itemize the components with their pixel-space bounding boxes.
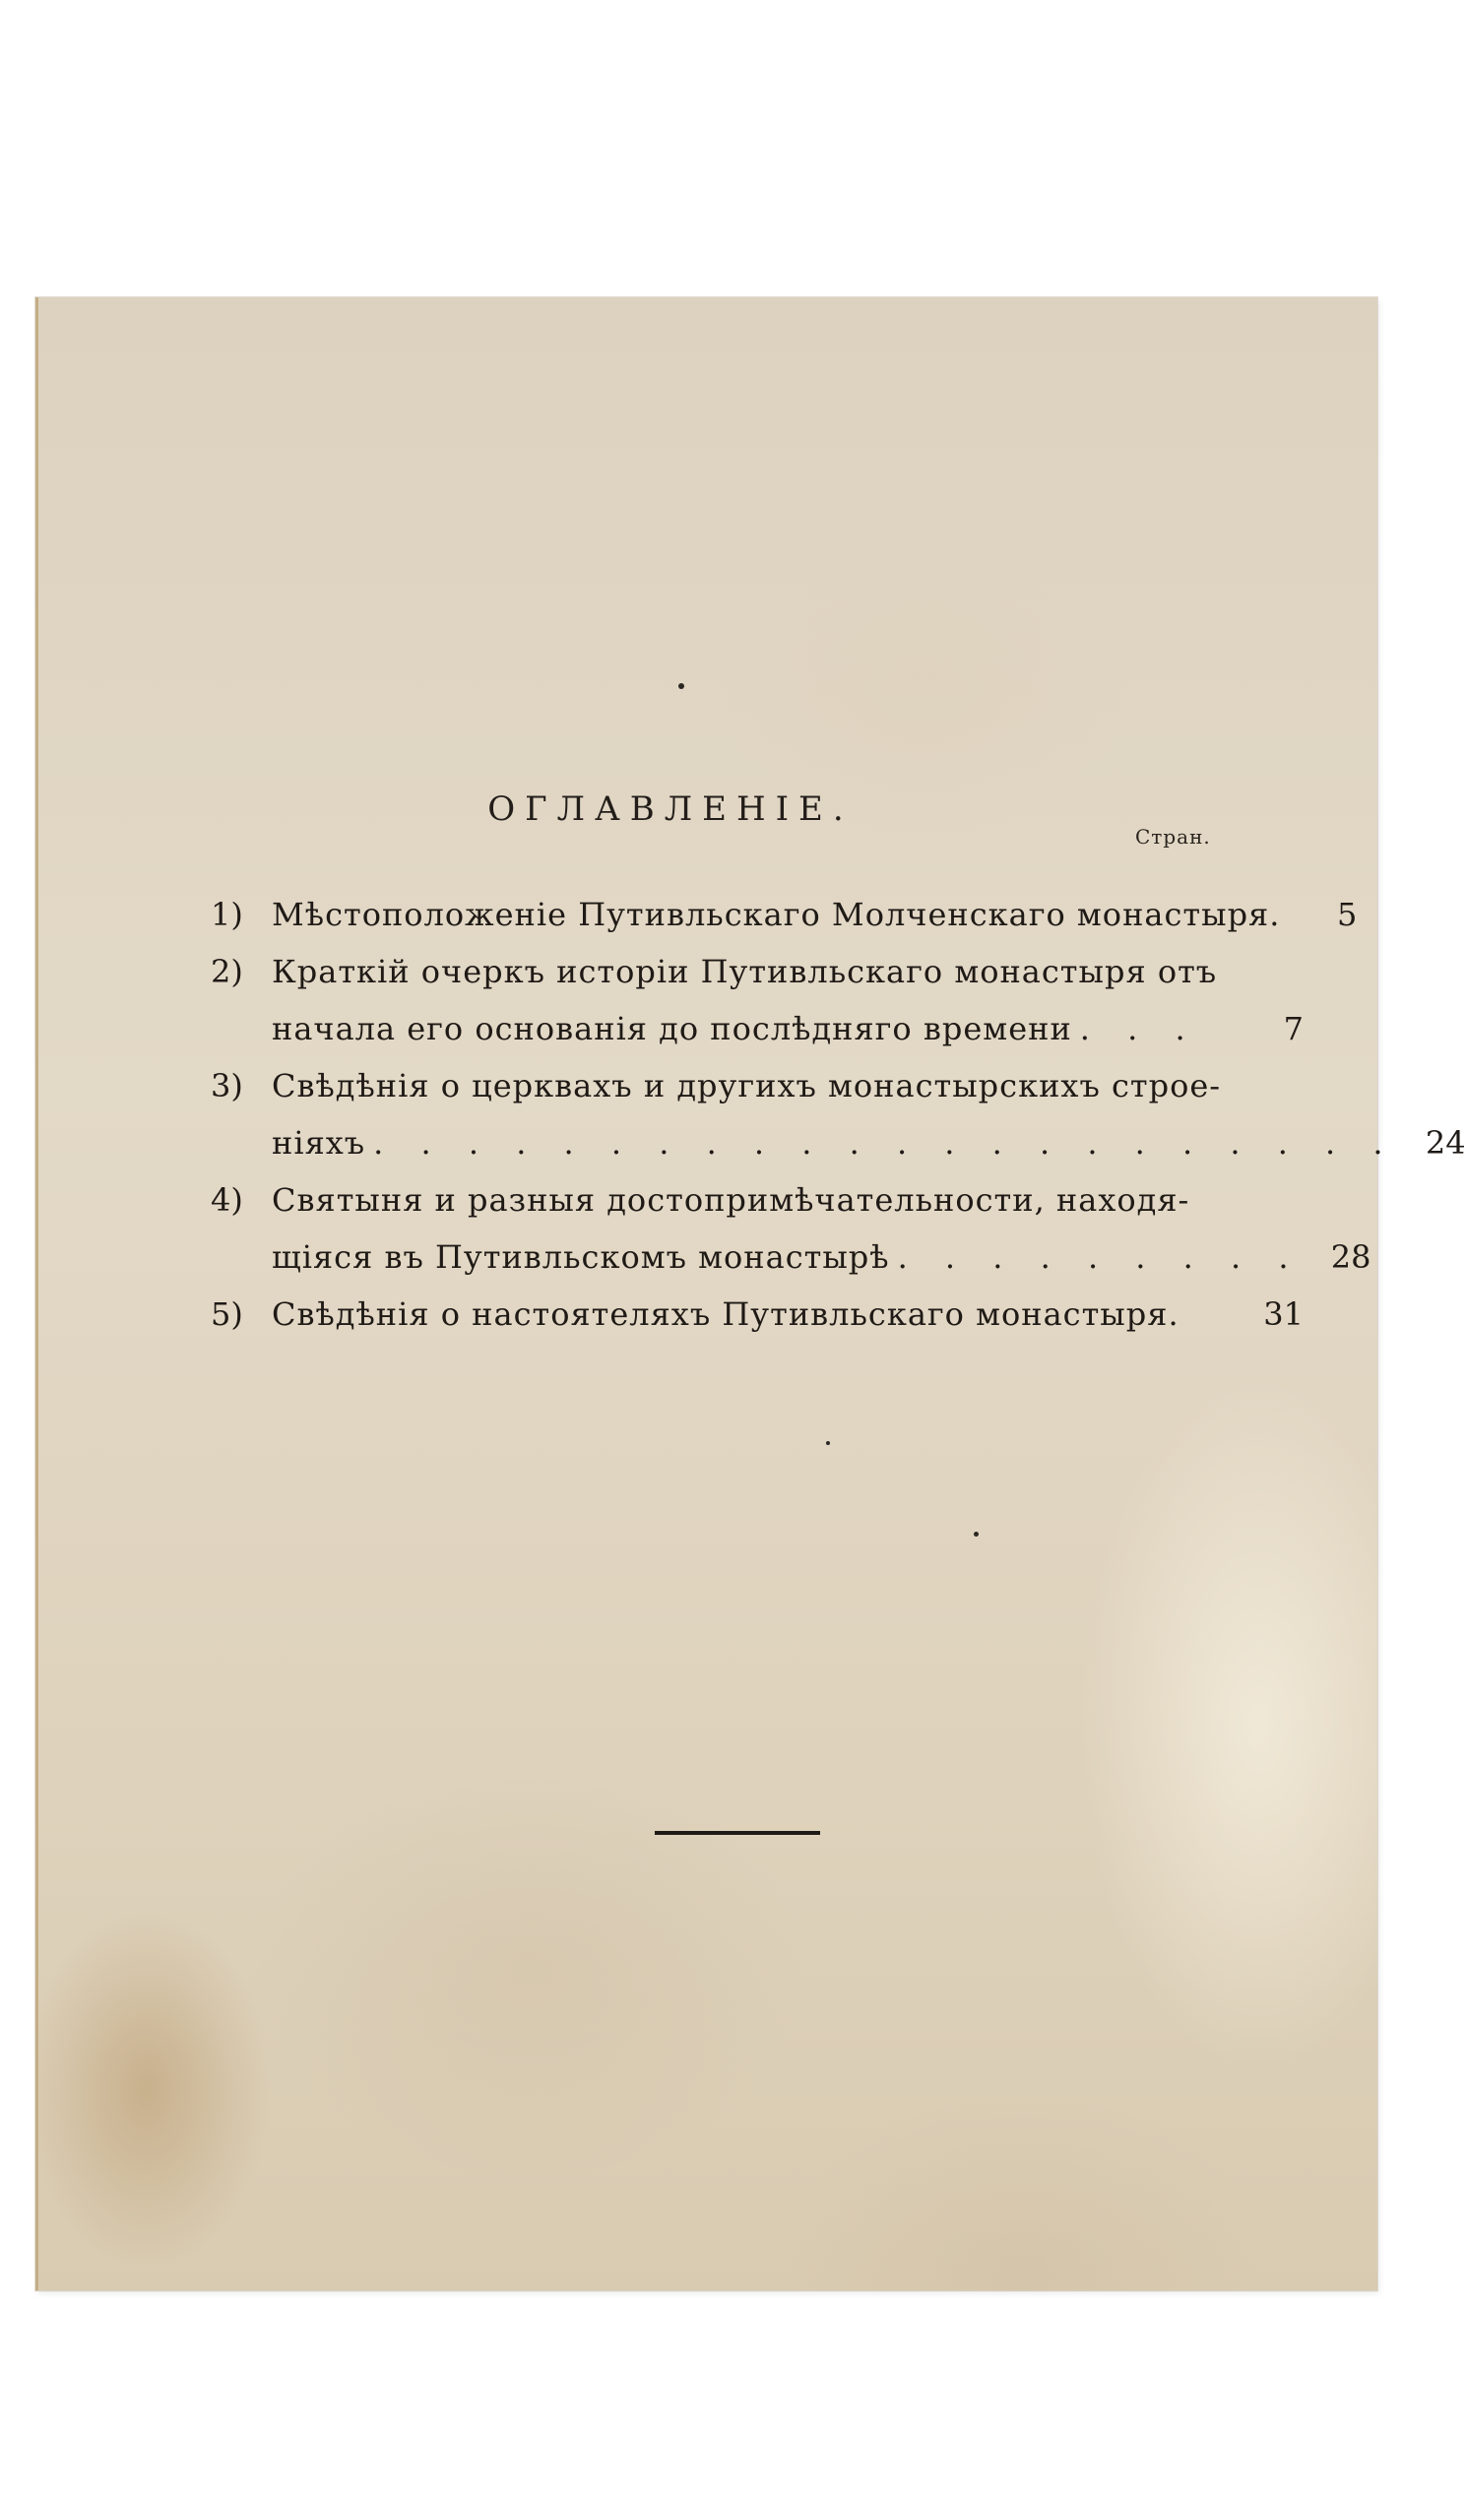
dot-leader: . . . . . . . . . . . . . . . . . . . . . . <box>373 1124 1397 1162</box>
toc-entry-title: Краткій очеркъ исторіи Путивльскаго монастыря отъ <box>272 953 1218 990</box>
toc-entry-page: 24 <box>1425 1124 1466 1162</box>
toc-entry-page: 31 <box>1263 1295 1304 1333</box>
toc-entry-line <box>211 943 1304 1000</box>
toc-entry-page: 5 <box>1337 896 1358 933</box>
toc-entry-line <box>211 1171 1304 1228</box>
toc-entry-number: 3) <box>211 1067 243 1104</box>
toc-entry-line <box>211 1000 1304 1057</box>
toc-entry-title: Свѣдѣнія о церквахъ и другихъ монастырскихъ строе- <box>272 1067 1222 1104</box>
closing-rule <box>655 1831 820 1835</box>
toc-entry <box>211 1286 1304 1343</box>
table-of-contents <box>211 886 1466 1343</box>
toc-entry <box>211 886 1358 943</box>
toc-entry-line <box>211 1057 1304 1114</box>
toc-entry-title-cont: начала его основанія до послѣдняго времени <box>272 1010 1072 1047</box>
toc-entry-number: 1) <box>211 896 243 933</box>
dot-leader: . . . <box>1079 1010 1199 1047</box>
toc-entry-line <box>211 1114 1466 1171</box>
toc-entry <box>211 1171 1371 1286</box>
toc-entry-number: 4) <box>211 1181 243 1219</box>
toc-entry-title-cont: ніяхъ <box>272 1124 366 1162</box>
toc-entry-number: 5) <box>211 1295 243 1333</box>
toc-entry-title: Свѣдѣнія о настоятеляхъ Путивльскаго монастыря. <box>272 1295 1179 1333</box>
toc-entry-page: 28 <box>1330 1238 1371 1276</box>
ink-dot <box>826 1441 830 1445</box>
dot-leader: . . . . . . . . . <box>897 1238 1303 1276</box>
book-page <box>35 297 1466 2291</box>
toc-entry-line <box>211 886 1358 943</box>
page-column-header: Стран. <box>1135 825 1211 849</box>
page-title <box>38 789 1377 829</box>
ink-dot <box>974 1532 979 1537</box>
toc-entry-number: 2) <box>211 953 243 990</box>
ink-dot <box>678 683 684 689</box>
toc-entry <box>211 1057 1466 1171</box>
toc-entry-line <box>211 1286 1304 1343</box>
page-title-text: ОГЛАВЛЕНІЕ. <box>487 789 854 829</box>
toc-entry-title-cont: щіяся въ Путивльскомъ монастырѣ <box>272 1238 890 1276</box>
toc-entry-page: 7 <box>1283 1010 1304 1047</box>
toc-entry-title: Мѣстоположеніе Путивльскаго Молченскаго монастыря. <box>272 896 1281 933</box>
toc-entry-line <box>211 1228 1371 1286</box>
toc-entry-title: Святыня и разныя достопримѣчательности, находя- <box>272 1181 1190 1219</box>
toc-entry <box>211 943 1304 1057</box>
